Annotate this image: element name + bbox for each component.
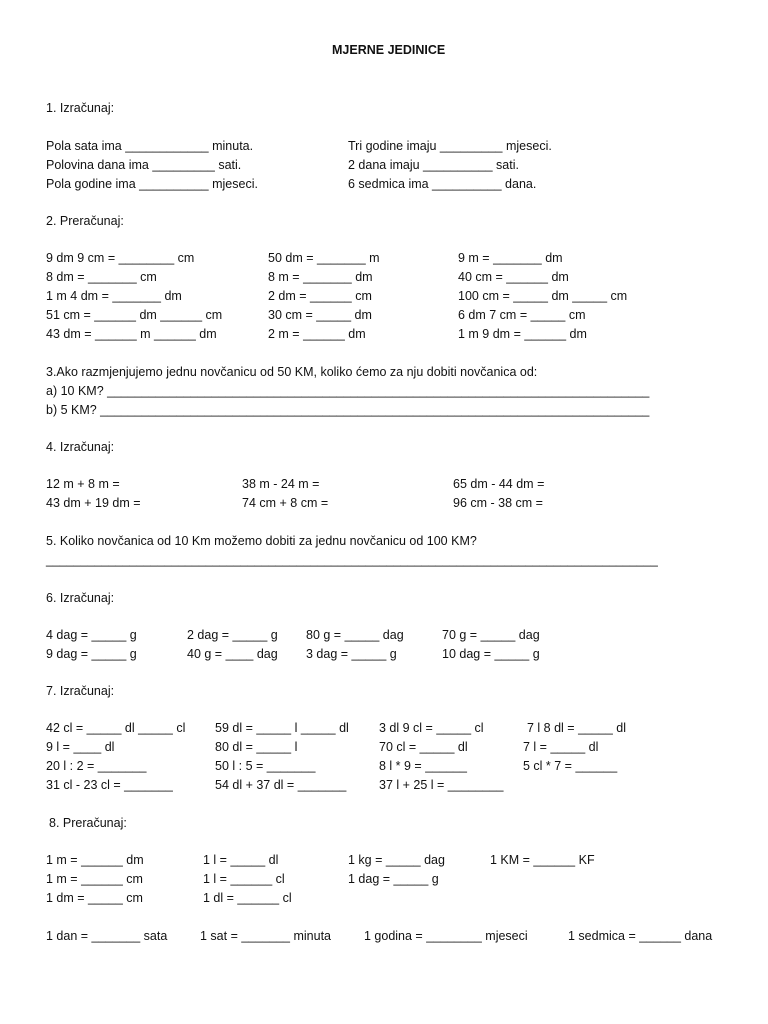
exercise-item: 1 dan = _______ sata [46, 929, 168, 943]
exercise-item: 50 l : 5 = _______ [215, 759, 316, 773]
exercise-item: 80 dl = _____ l [215, 740, 298, 754]
exercise-item: 1 m 4 dm = _______ dm [46, 289, 182, 303]
section-8-heading: 8. Preračunaj: [49, 816, 127, 830]
answer-line: ________________________________________________________________________________________ [46, 553, 658, 567]
exercise-item: 8 dm = _______ cm [46, 270, 157, 284]
exercise-item: 7 l 8 dl = _____ dl [527, 721, 627, 735]
exercise-item: 70 cl = _____ dl [379, 740, 468, 754]
exercise-item: 1 kg = _____ dag [348, 853, 445, 867]
exercise-item: 5 cl * 7 = ______ [523, 759, 618, 773]
section-7-heading: 7. Izračunaj: [46, 684, 115, 698]
exercise-item: 43 dm = ______ m ______ dm [46, 327, 217, 341]
exercise-item: 1 KM = ______ KF [490, 853, 595, 867]
exercise-item: 9 m = _______ dm [458, 251, 563, 265]
exercise-item: 1 sat = _______ minuta [200, 929, 331, 943]
exercise-item: 38 m - 24 m = [242, 477, 320, 491]
exercise-item: Polovina dana ima _________ sati. [46, 158, 242, 172]
exercise-item: a) 10 KM? ______________________________________________________________________________ [46, 384, 650, 398]
exercise-item: 1 m = ______ dm [46, 853, 144, 867]
exercise-item: 10 dag = _____ g [442, 647, 540, 661]
exercise-item: 12 m + 8 m = [46, 477, 120, 491]
exercise-item: 50 dm = _______ m [268, 251, 380, 265]
section-4-heading: 4. Izračunaj: [46, 440, 115, 454]
exercise-item: Pola godine ima __________ mjeseci. [46, 177, 258, 191]
exercise-item: 1 dm = _____ cm [46, 891, 143, 905]
exercise-item: 1 dag = _____ g [348, 872, 439, 886]
exercise-item: 7 l = _____ dl [523, 740, 599, 754]
exercise-item: 59 dl = _____ l _____ dl [215, 721, 349, 735]
page-title: MJERNE JEDINICE [332, 43, 446, 57]
exercise-item: 40 g = ____ dag [187, 647, 278, 661]
exercise-item: 1 dl = ______ cl [203, 891, 292, 905]
exercise-item: 8 m = _______ dm [268, 270, 373, 284]
exercise-item: Pola sata ima ____________ minuta. [46, 139, 254, 153]
exercise-item: 51 cm = ______ dm ______ cm [46, 308, 223, 322]
exercise-item: 8 l * 9 = ______ [379, 759, 467, 773]
exercise-item: Tri godine imaju _________ mjeseci. [348, 139, 552, 153]
exercise-item: 6 dm 7 cm = _____ cm [458, 308, 586, 322]
exercise-item: 40 cm = ______ dm [458, 270, 569, 284]
exercise-item: 74 cm + 8 cm = [242, 496, 329, 510]
exercise-item: 100 cm = _____ dm _____ cm [458, 289, 628, 303]
section-1-heading: 1. Izračunaj: [46, 101, 115, 115]
exercise-item: 1 godina = ________ mjeseci [364, 929, 528, 943]
exercise-item: 6 sedmica ima __________ dana. [348, 177, 537, 191]
exercise-item: 2 dm = ______ cm [268, 289, 372, 303]
exercise-item: 2 dag = _____ g [187, 628, 278, 642]
exercise-item: 80 g = _____ dag [306, 628, 404, 642]
exercise-item: 42 cl = _____ dl _____ cl [46, 721, 186, 735]
exercise-item: 96 cm - 38 cm = [453, 496, 543, 510]
exercise-item: b) 5 KM? _______________________________________________________________________________ [46, 403, 650, 417]
exercise-item: 2 m = ______ dm [268, 327, 366, 341]
exercise-item: 3 dl 9 cl = _____ cl [379, 721, 484, 735]
exercise-item: 65 dm - 44 dm = [453, 477, 545, 491]
exercise-item: 3 dag = _____ g [306, 647, 397, 661]
exercise-item: 54 dl + 37 dl = _______ [215, 778, 347, 792]
section-5-heading: 5. Koliko novčanica od 10 Km možemo dobiti za jednu novčanicu od 100 KM? [46, 534, 477, 548]
exercise-item: 9 l = ____ dl [46, 740, 115, 754]
exercise-item: 30 cm = _____ dm [268, 308, 372, 322]
exercise-item: 1 sedmica = ______ dana [568, 929, 713, 943]
exercise-item: 9 dm 9 cm = ________ cm [46, 251, 195, 265]
exercise-item: 20 l : 2 = _______ [46, 759, 147, 773]
exercise-item: 1 l = ______ cl [203, 872, 285, 886]
section-3-heading: 3.Ako razmjenjujemo jednu novčanicu od 50 KM, koliko ćemo za nju dobiti novčanica od: [46, 365, 538, 379]
exercise-item: 2 dana imaju __________ sati. [348, 158, 519, 172]
exercise-item: 31 cl - 23 cl = _______ [46, 778, 173, 792]
exercise-item: 9 dag = _____ g [46, 647, 137, 661]
section-2-heading: 2. Preračunaj: [46, 214, 124, 228]
exercise-item: 4 dag = _____ g [46, 628, 137, 642]
exercise-item: 1 l = _____ dl [203, 853, 279, 867]
exercise-item: 70 g = _____ dag [442, 628, 540, 642]
exercise-item: 43 dm + 19 dm = [46, 496, 141, 510]
exercise-item: 1 m 9 dm = ______ dm [458, 327, 587, 341]
exercise-item: 37 l + 25 l = ________ [379, 778, 504, 792]
section-6-heading: 6. Izračunaj: [46, 591, 115, 605]
exercise-item: 1 m = ______ cm [46, 872, 143, 886]
